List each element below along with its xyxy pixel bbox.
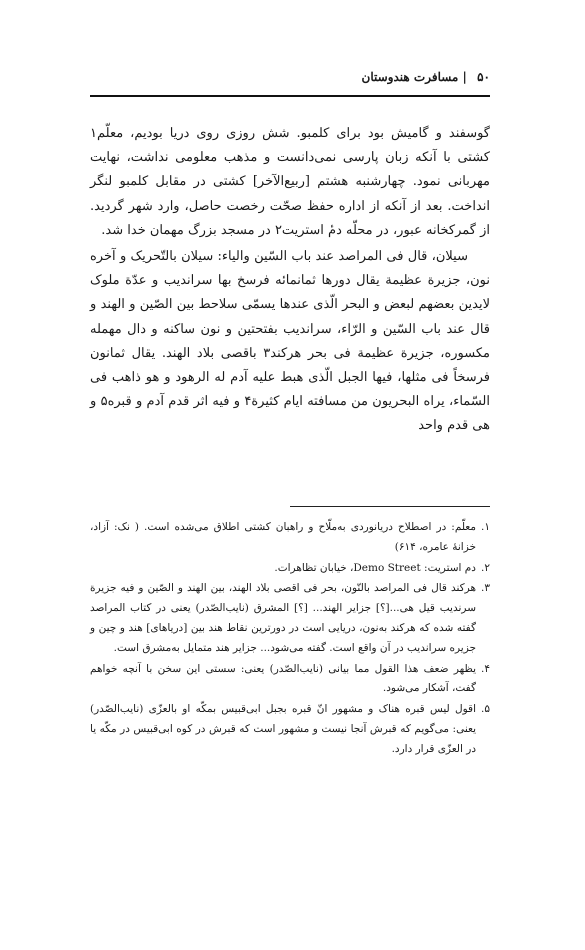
footnote-3 — [90, 579, 490, 658]
footnote-text: دم استریت: Demo Street، خیابان تظاهرات. — [274, 561, 476, 574]
footnote-text: اقول لیس قبره هناک و مشهور انّ قبره بجبل ابی‌قبیس بمکّه او بالعزّی (نایب‌الصّدر) یعنی: می‌گویم که قبرش آنجا نیست و مشهور است که قبرش در کوه ابی‌قبیس در مکّه یا در العزّی قرار دارد. — [90, 703, 476, 755]
running-title: مسافرت هندوستان — [361, 70, 459, 84]
body-paragraph-1: گوسفند و گامیش بود برای کلمبو. شش روزی روی دریا بودیم، معلّم۱ کشتی با آنکه زبان پارسی نمی‌دانست و مذهب معلومی نداشت، نهایت مهربانی نمود. چهارشنبه هشتم [ربیع‌الآخر] کشتی در مقابل کلمبو لنگر انداخت. بعد از آنکه از اداره حفظ صحّت رخصت حاصل، وارد شهر گردید. از گمرکخانه عبور، در محلّه دمٔ استریت۲ در مسجد بزرگ مهمان خدا شد. — [90, 126, 490, 238]
body-paragraph-2: سیلان، قال فی المراصد عند باب السّین والیاء: سیلان بالتّحریک و آخره نون، جزیرة عظیمة یقال دورها ثمانمائه فرسخ بها سراندیب و عدّة ملوک لایدین بعضهم لبعض و البحر الّذی عندها یسمّی سلاحط بین الصّین و الهند و قال عند باب السّین و الرّاء، سراندیب بفتحتین و نون ساکنه و دال مهمله مکسوره، جزیرة عظیمة فی بحر هرکند۳ باقصی بلاد الهند. یقال ثمانون فرسخاً فی مثلها، فیها الجبل الّذی هبط علیه آدم له الرهود و هو ذاهب فی السّماء، یراه البحریون من مسافته ایام کثیرة۴ و فیه اثر قدم آدم و قبره۵ و هی قدم واحد — [90, 249, 490, 434]
footnote-text: یظهر ضعف هذا القول مما بیانی (نایب‌الصّدر) یعنی: سستی این سخن با آنچه خواهم گفت، آشکار می‌شود. — [90, 662, 476, 695]
running-header — [90, 70, 490, 94]
footnote-number: ۳. — [481, 582, 490, 595]
footnote-number: ۲. — [481, 561, 490, 574]
footnote-2 — [90, 559, 490, 579]
footnote-4 — [90, 660, 490, 700]
footnote-text: معلّم: در اصطلاح دریانوردی به‌ملّاح و راهبان کشتی اطلاق می‌شده است. ( نک: آزاد، خزانهٔ عامره، ۶۱۴) — [90, 521, 476, 553]
page-number: ۵۰ — [477, 70, 490, 84]
footnote-number: ۵. — [481, 703, 490, 716]
footnote-number: ۴. — [481, 662, 490, 675]
main-text — [90, 122, 490, 439]
header-separator: | — [462, 70, 467, 84]
footnote-separator — [290, 506, 490, 507]
footnote-text: هرکند قال فی المراصد بالنّون، بحر فی اقصی بلاد الهند، بین الهند و الصّین و فیه جزیرة سرندیب قیل هی...[؟] جزایر الهند... [؟] المشرق (نایب‌الصّدر) یعنی در کتاب المراصد گفته شده که هرکند به‌نون، دریایی است در دورترین نقاط هند بین [دریاهای] هند و چین و جزیره سراندیب در آن واقع است. گفته می‌شود... جزایر هند متمایل به‌مشرق است. — [90, 582, 476, 654]
header-rule — [90, 95, 490, 97]
footnote-1 — [90, 518, 490, 558]
footnote-5 — [90, 700, 490, 759]
footnotes — [90, 518, 490, 761]
footnote-number: ۱. — [481, 521, 490, 533]
